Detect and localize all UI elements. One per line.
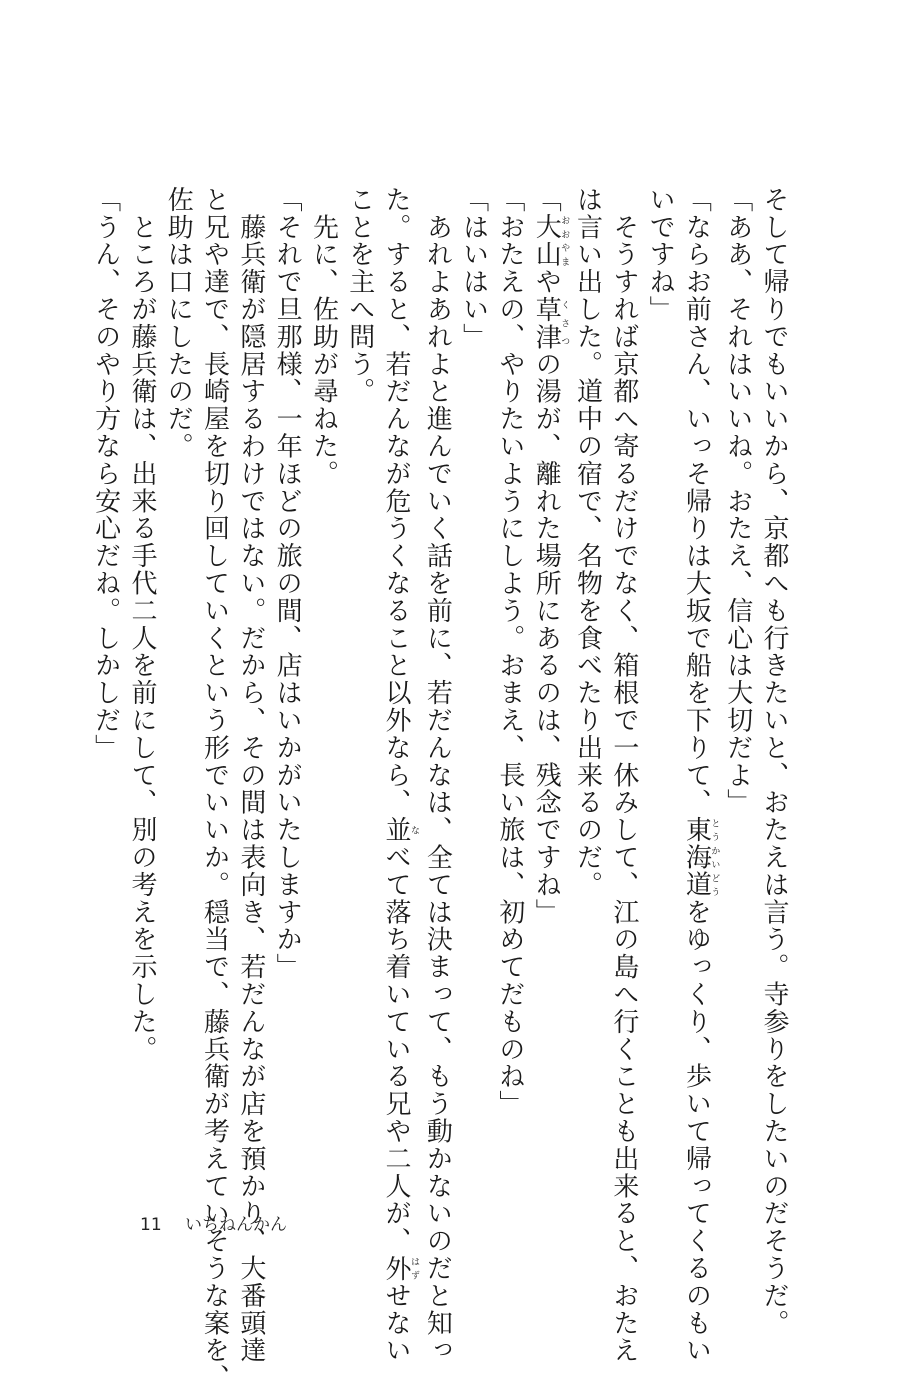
text-line: そうすれば京都へ寄るだけでなく、箱根で一休みして、江の島へ行くことも出来ると、おたえ <box>608 186 639 1365</box>
running-title: いちねんかん <box>185 1215 288 1235</box>
page-footer <box>140 1210 287 1235</box>
text-line: あれよあれよと進んでいく話を前に、若だんなは、全ては決まって、もう動かないのだと知っ <box>422 186 453 1365</box>
text-line: ところが藤兵衛は、出来る手代二人を前にして、別の考えを示した。 <box>126 186 157 1063</box>
text-segment: の湯が、離れた場所にあるのは、残念ですね」 <box>531 350 562 926</box>
ruby-reading: な <box>409 816 420 844</box>
ruby-reading: はず <box>409 1254 420 1282</box>
text-segment: をゆっくり、歩いて帰ってくるのもい <box>681 898 712 1365</box>
ruby-word <box>381 816 420 844</box>
page-number: 11 <box>140 1215 162 1235</box>
text-line: 「おたえの、やりたいようにしよう。おまえ、長い旅は、初めてだものね」 <box>494 186 525 1118</box>
ruby-base: 並 <box>381 816 412 844</box>
text-line: は言い出した。道中の宿で、名物を食べたり出来るのだ。 <box>572 186 603 899</box>
text-line: 先に、佐助が尋ねた。 <box>308 186 339 488</box>
ruby-reading: おおやま <box>559 213 570 269</box>
ruby-word <box>381 1254 420 1283</box>
ruby-base: 草津 <box>531 295 562 351</box>
ruby-reading: とうかいどう <box>709 816 720 899</box>
text-line <box>678 186 720 1365</box>
ruby-base: 東海道 <box>681 816 712 899</box>
ruby-word <box>681 816 720 899</box>
text-line: 藤兵衛が隠居するわけではない。だから、その間は表向き、若だんなが店を預かり、大番頭達 <box>235 186 266 1365</box>
ruby-word <box>531 213 570 269</box>
text-segment: た。すると、若だんなが危うくなること以外なら、 <box>381 186 412 817</box>
text-segment: や <box>531 268 562 296</box>
text-line: ことを主へ問う。 <box>344 186 375 406</box>
text-line: いですね」 <box>645 186 676 323</box>
text-line: と兄や達で、長崎屋を切り回していくという形でいいか。穏当で、藤兵衛が考えていそうな案を、 <box>199 186 230 1392</box>
text-segment: べて落ち着いている兄や二人が、 <box>381 843 412 1255</box>
text-segment: 「 <box>531 186 562 214</box>
text-line: そして帰りでもいいから、京都へも行きたいと、おたえは言う。寺参りをしたいのだそうだ。 <box>759 186 789 1337</box>
ruby-reading: くさつ <box>559 295 570 351</box>
text-line: 「ああ、それはいいね。おたえ、信心は大切だよ」 <box>722 186 753 817</box>
text-line <box>378 186 420 1365</box>
text-line: 「うん、そのやり方なら安心だね。しかしだ」 <box>90 186 121 762</box>
ruby-base: 外 <box>381 1254 412 1283</box>
ruby-word <box>531 295 570 351</box>
text-line: 「はいはい」 <box>458 186 489 351</box>
text-segment: せない <box>381 1282 412 1365</box>
text-line: 佐助は口にしたのだ。 <box>163 186 194 460</box>
ruby-base: 大山 <box>531 213 562 269</box>
text-line: 「それで旦那様、一年ほどの旅の間、店はいかがいたしますか」 <box>272 186 303 981</box>
text-line <box>528 186 569 1196</box>
text-segment: 「ならお前さん、いっそ帰りは大坂で船を下りて、 <box>681 186 712 817</box>
